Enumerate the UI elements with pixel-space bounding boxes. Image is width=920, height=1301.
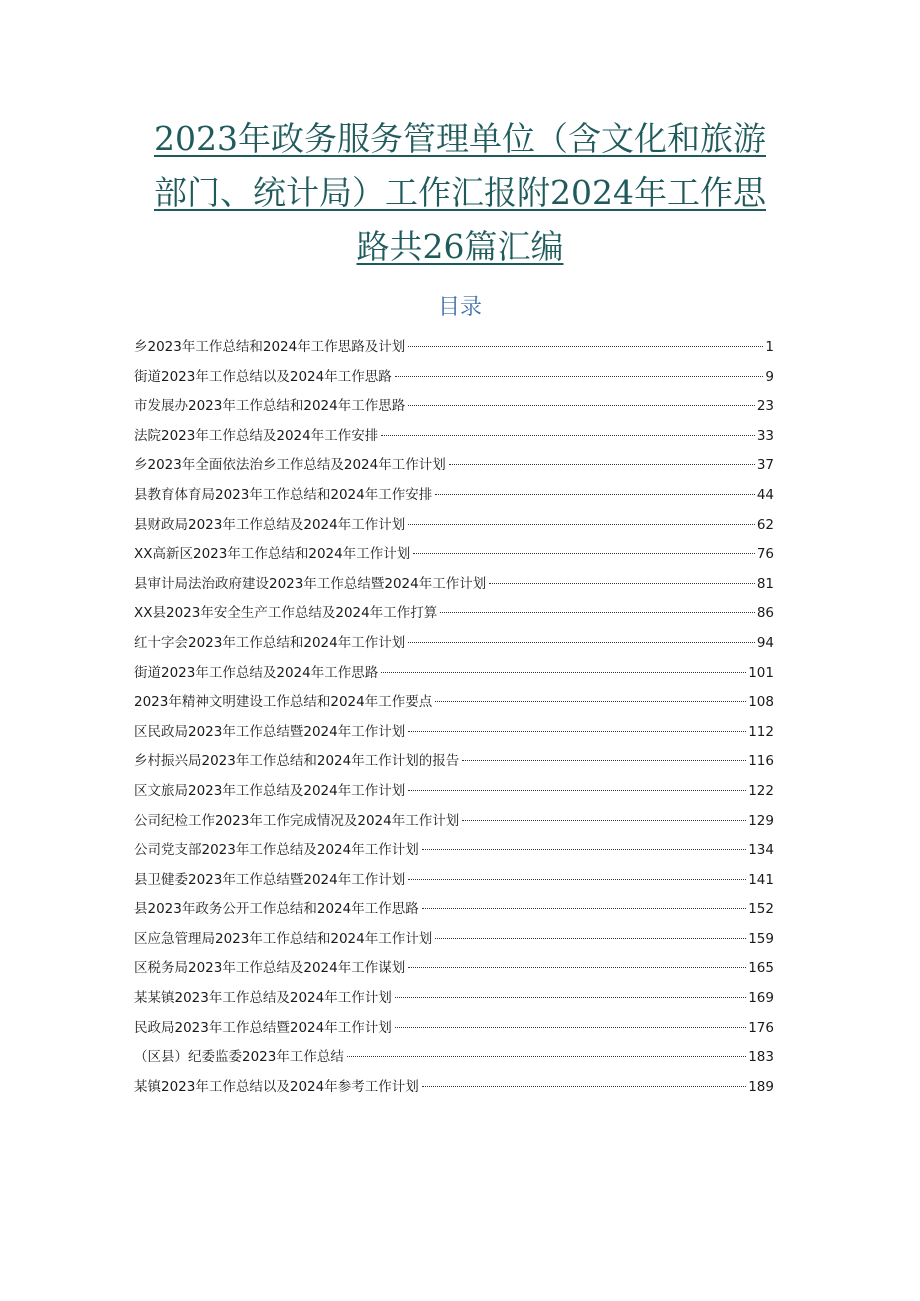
toc-entry-title: 街道2023年工作总结及2024年工作思路: [134, 664, 379, 681]
toc-entry[interactable]: [134, 869, 774, 899]
toc-entry[interactable]: [134, 366, 774, 396]
toc-dot-leader: [440, 612, 755, 613]
toc-entry-title: 街道2023年工作总结以及2024年工作思路: [134, 368, 392, 385]
toc-entry-page-number: 183: [748, 1049, 774, 1066]
toc-entry-title: （区县）纪委监委2023年工作总结: [134, 1049, 344, 1066]
toc-dot-leader: [462, 760, 746, 761]
toc-dot-leader: [408, 405, 755, 406]
toc-entry-page-number: 141: [748, 871, 774, 888]
toc-entry[interactable]: [134, 691, 774, 721]
toc-entry-title: 某某镇2023年工作总结及2024年工作计划: [134, 990, 392, 1007]
toc-entry-page-number: 62: [756, 516, 774, 533]
toc-entry-title: 法院2023年工作总结及2024年工作安排: [134, 427, 379, 444]
toc-entry-page-number: 44: [756, 486, 774, 503]
toc-entry-title: 区应急管理局2023年工作总结和2024年工作计划: [134, 930, 433, 947]
toc-entry[interactable]: [134, 454, 774, 484]
toc-dot-leader: [395, 376, 764, 377]
toc-entry[interactable]: [134, 928, 774, 958]
toc-entry-title: 红十字会2023年工作总结和2024年工作计划: [134, 634, 406, 651]
toc-entry-title: 2023年精神文明建设工作总结和2024年工作要点: [134, 694, 433, 711]
toc-dot-leader: [408, 879, 746, 880]
toc-dot-leader: [347, 1056, 746, 1057]
toc-dot-leader: [408, 967, 746, 968]
toc-dot-leader: [381, 672, 746, 673]
toc-entry-title: 区文旅局2023年工作总结及2024年工作计划: [134, 782, 406, 799]
toc-dot-leader: [435, 701, 746, 702]
toc-entry[interactable]: [134, 484, 774, 514]
toc-entry[interactable]: [134, 839, 774, 869]
toc-entry-title: 县卫健委2023年工作总结暨2024年工作计划: [134, 871, 406, 888]
toc-entry[interactable]: [134, 898, 774, 928]
toc-dot-leader: [395, 997, 747, 998]
toc-entry[interactable]: [134, 514, 774, 544]
toc-entry[interactable]: [134, 395, 774, 425]
toc-entry-page-number: 122: [748, 782, 774, 799]
toc-entry[interactable]: [134, 425, 774, 455]
toc-heading: 目录: [437, 295, 482, 320]
toc-entry[interactable]: [134, 721, 774, 751]
toc-entry-page-number: 86: [756, 605, 774, 622]
toc-entry-title: 乡2023年全面依法治乡工作总结及2024年工作计划: [134, 457, 446, 474]
toc-entry-title: XX县2023年安全生产工作总结及2024年工作打算: [134, 605, 438, 622]
toc-entry[interactable]: [134, 543, 774, 573]
toc-entry-title: 民政局2023年工作总结暨2024年工作计划: [134, 1019, 392, 1036]
toc-dot-leader: [422, 908, 747, 909]
toc-entry-page-number: 152: [748, 901, 774, 918]
toc-entry[interactable]: [134, 1017, 774, 1047]
toc-entry[interactable]: [134, 810, 774, 840]
toc-entry-page-number: 1: [765, 339, 774, 355]
toc-entry-page-number: 176: [748, 1019, 774, 1036]
toc-entry-page-number: 81: [756, 575, 774, 592]
toc-entry-page-number: 112: [748, 723, 774, 740]
document-title: [150, 112, 770, 274]
toc-entry-page-number: 101: [748, 664, 774, 681]
toc-entry[interactable]: [134, 336, 774, 366]
toc-entry-title: 区民政局2023年工作总结暨2024年工作计划: [134, 723, 406, 740]
toc-entry[interactable]: [134, 750, 774, 780]
toc-dot-leader: [408, 731, 746, 732]
toc-entry-title: 某镇2023年工作总结以及2024年参考工作计划: [134, 1078, 419, 1095]
toc-entry-page-number: 169: [748, 990, 774, 1007]
toc-entry-title: 区税务局2023年工作总结及2024年工作谋划: [134, 960, 406, 977]
toc-entry-page-number: 9: [765, 368, 774, 385]
toc-dot-leader: [489, 583, 755, 584]
toc-entry-title: 县财政局2023年工作总结及2024年工作计划: [134, 516, 406, 533]
toc-entry-title: 公司纪检工作2023年工作完成情况及2024年工作计划: [134, 812, 460, 829]
toc-entry[interactable]: [134, 602, 774, 632]
toc-entry-page-number: 33: [756, 427, 774, 444]
toc-dot-leader: [449, 464, 755, 465]
toc-entry-page-number: 76: [756, 546, 774, 563]
toc-entry-title: XX高新区2023年工作总结和2024年工作计划: [134, 546, 411, 563]
toc-entry[interactable]: [134, 573, 774, 603]
toc-entry[interactable]: [134, 780, 774, 810]
toc-dot-leader: [462, 820, 746, 821]
toc-entry-title: 县2023年政务公开工作总结和2024年工作思路: [134, 901, 419, 918]
toc-dot-leader: [435, 938, 746, 939]
toc-entry-title: 县教育体育局2023年工作总结和2024年工作安排: [134, 486, 433, 503]
toc-entry[interactable]: [134, 987, 774, 1017]
toc-entry-title: 县审计局法治政府建设2023年工作总结暨2024年工作计划: [134, 575, 487, 592]
toc-entry[interactable]: [134, 1076, 774, 1106]
toc-entry-page-number: 116: [748, 753, 774, 770]
toc-entry-page-number: 94: [756, 634, 774, 651]
toc-entry-title: 乡2023年工作总结和2024年工作思路及计划: [134, 339, 406, 355]
toc-dot-leader: [413, 553, 755, 554]
table-of-contents: [134, 336, 774, 1105]
toc-entry[interactable]: [134, 957, 774, 987]
toc-dot-leader: [408, 346, 763, 347]
toc-dot-leader: [395, 1027, 747, 1028]
toc-entry-page-number: 37: [756, 457, 774, 474]
toc-dot-leader: [435, 494, 755, 495]
toc-entry[interactable]: [134, 632, 774, 662]
toc-entry[interactable]: [134, 662, 774, 692]
toc-entry[interactable]: [134, 1046, 774, 1076]
toc-entry-page-number: 108: [748, 694, 774, 711]
toc-entry-title: 公司党支部2023年工作总结及2024年工作计划: [134, 842, 419, 859]
toc-dot-leader: [381, 435, 755, 436]
toc-dot-leader: [422, 849, 747, 850]
toc-entry-page-number: 189: [748, 1078, 774, 1095]
toc-entry-page-number: 134: [748, 842, 774, 859]
toc-entry-title: 乡村振兴局2023年工作总结和2024年工作计划的报告: [134, 753, 460, 770]
toc-entry-page-number: 129: [748, 812, 774, 829]
toc-entry-title: 市发展办2023年工作总结和2024年工作思路: [134, 398, 406, 415]
toc-entry-page-number: 159: [748, 930, 774, 947]
toc-dot-leader: [408, 524, 755, 525]
toc-dot-leader: [408, 790, 746, 791]
toc-dot-leader: [408, 642, 755, 643]
toc-entry-page-number: 23: [756, 398, 774, 415]
toc-entry-page-number: 165: [748, 960, 774, 977]
toc-dot-leader: [422, 1086, 747, 1087]
document-title-text: 2023年政务服务管理单位（含文化和旅游部门、统计局）工作汇报附2024年工作思路共26篇汇编: [154, 119, 766, 266]
